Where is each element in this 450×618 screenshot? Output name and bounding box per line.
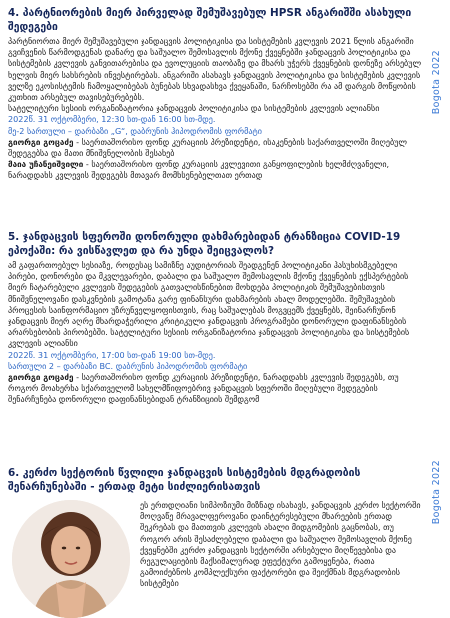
speaker-name: მაია უჩანეიშვილი: [8, 159, 84, 170]
speaker-text: - საერთაშორისო ფონდ კურაციის კვლევითი განყოფილების ხელმძღვანელი, ნარადდახს კვლევის შედეგებს მთავარ მომხსენებელთათ ერთად: [8, 159, 390, 181]
section-4: [8, 6, 424, 182]
section-4-speaker-1: [8, 137, 424, 159]
section-4-datetime: 2022წ. 31 ოქტომბერი, 12:30 სთ-დან 16:00 სთ-მდე.: [8, 114, 216, 125]
side-label-top: Bogota 2022: [431, 50, 442, 115]
section-6-body: ეს ერთდღიანი სიმპოზიუმი მიზნად ისახავს, ჯანდაცვის კერძო სექტორში მოღვაწე მრავალფეროვანი დაინტერესებული მხარეების ერთად შეკრებას და მათთვის კვლევის ახალი მიდგომების გაცნობას, თუ როგორ არის შესაძლებელი დაბალი და საშუალო შემოსავლის მქონე ქვეყნებში კერძო ჯანდაცვის სექტორში არსებული მიღწევებისა და რეგულაციების მაქსიმალურად ეფექტური გამოყენება, რათა გამოიძებნოს კომპლექსური ფაქტორები და შეიქმნას მდგრადობის სისტემები: [140, 500, 421, 589]
section-5-speaker-1: [8, 372, 424, 406]
section-5-datetime: 2022წ. 31 ოქტომბერი, 17:00 სთ-დან 19:00 სთ-მდე.: [8, 349, 216, 360]
section-5-title: 5. ჯანდაცვის სფეროში დონორული დახმარებიდან ტრანზიცია COVID-19 ეპოქაში: რა ვისწავლეთ და რა უნდა შეიცვალოს?: [8, 231, 401, 257]
section-6-title: 6. კერძო სექტორის წვლილი ჯანდაცვის სისტემების მდგრადობის შენარჩუნებაში - ერთად მეტი სიძლიერისათვის: [8, 467, 361, 493]
speaker-name: გიორგი გოცაძე: [8, 136, 74, 147]
speaker-photo: [12, 500, 130, 618]
section-4-body: პარტნიორთა მიერ შემუშავებული ჯანდაცვის პოლიტიკისა და სისტემების კვლევის 2021 წლის ანგარიში გვიჩვენის წარმოდგენას დანარე და საშუალო შემოსავლის მქონე ქვეყნებში ჯანდაცვის პოლიტიკისა და სისტემების კვლევის განვითარებისა და ევოლუციის თაობაზე და მხარს უჭერს ქვეყნების დონეზე არსებულ ხელვის მიერ სახსრების ინვესტირებას. ანგარიში ასახავს ჯანდაცვის პოლიტიკისა და სისტემების კვლევის ველზე ეკოსისტემის ჩამოყალიბებას ბუნებას სხვადასხვა ქვეყანაში, ნარჩოსებში რა ამ დარგის მოწყობის კუთხით არსებულ თავისებურებებს.: [8, 36, 422, 103]
section-4-title: 4. პარტნიორების მიერ პირველად შემუშავებულ HPSR ანგარიშში ასახული შედეგები: [8, 7, 412, 33]
speaker-photo-illustration: [12, 500, 130, 618]
section-5-hall: სართული 2 – დარბაზი BC. დაბრუნის ჰიპოდრომის ფორმატი: [8, 360, 248, 371]
section-6-text-column: [140, 500, 425, 590]
section-4-organizer: სატელიტური სესიის ორგანიზატორია ჯანდაცვის პოლიტიკისა და სისტემების კვლევის ალიანსი: [8, 103, 380, 114]
side-label-bottom: Bogota 2022: [431, 460, 442, 525]
section-4-hall: მე-2 სართული – დარბაზი „G“, დაბრუნის ჰიპოდრომის ფორმატი: [8, 125, 262, 136]
section-4-speaker-2: [8, 159, 424, 181]
speaker-text: - საერთაშორისო ფონდ კურაციის პრეზიდენტი, ისაკენების საქართველოში მიღებულ შედეგებსა და მათი მნიშვნელობის შესახებ: [8, 136, 407, 159]
section-5: [8, 230, 424, 406]
section-5-body: ამ გაფართოებულ სესიაზე, როდესაც სამიზნე აუდიტორიას შეადგენენ პოლიტიკანი ჰასუხისმგებელი პირები, დონორები და მკვლევარები, დაბალი და საშუალო შემოსავლის მქონე ქვეყნების ექსპერტების მიერ ჩატარებული კვლევის შედეგების გათვალისწინებით მოხდება პოლიტიკის შემუშავებისთვის მნიშვნელოვანი დასკვნების გამოტანა გარე ფინანსური დახმარების ახალ მოდელებში. შემუშავების პროცესის საინფორმაციო უზრუნველყოფისთვის, რაც საშუალებას მოგვცემს ქვეყნებს, შეინარჩუნონ ჯანდაცვის მიერ აღრე მხარდაჭერილი კრიტიკული ჯანდაცვის პროგრამები დონორული დაფინანსების არარსებობის პირობებში. სატელიტური სესიის ორგანიზატორია ჯანდაცვის პოლიტიკისა და სისტემების კვლევის ალიანსი: [8, 260, 410, 349]
speaker-text: - საერთაშორისო ფონდ კურაციის პრეზიდენტი, ნარადდახს კვლევის შედეგებს, თუ როგორ მოახერხა სქართველომ სახელმწიფოებრივ ჯანდაცვის სფეროში მიღებული შედეგების შენარჩუნება დონორული დაფინანსებიდან ტრანზიციის შემდგომ: [8, 372, 399, 405]
speaker-name: გიორგი გოცაძე: [8, 372, 74, 383]
section-6: [8, 466, 424, 494]
